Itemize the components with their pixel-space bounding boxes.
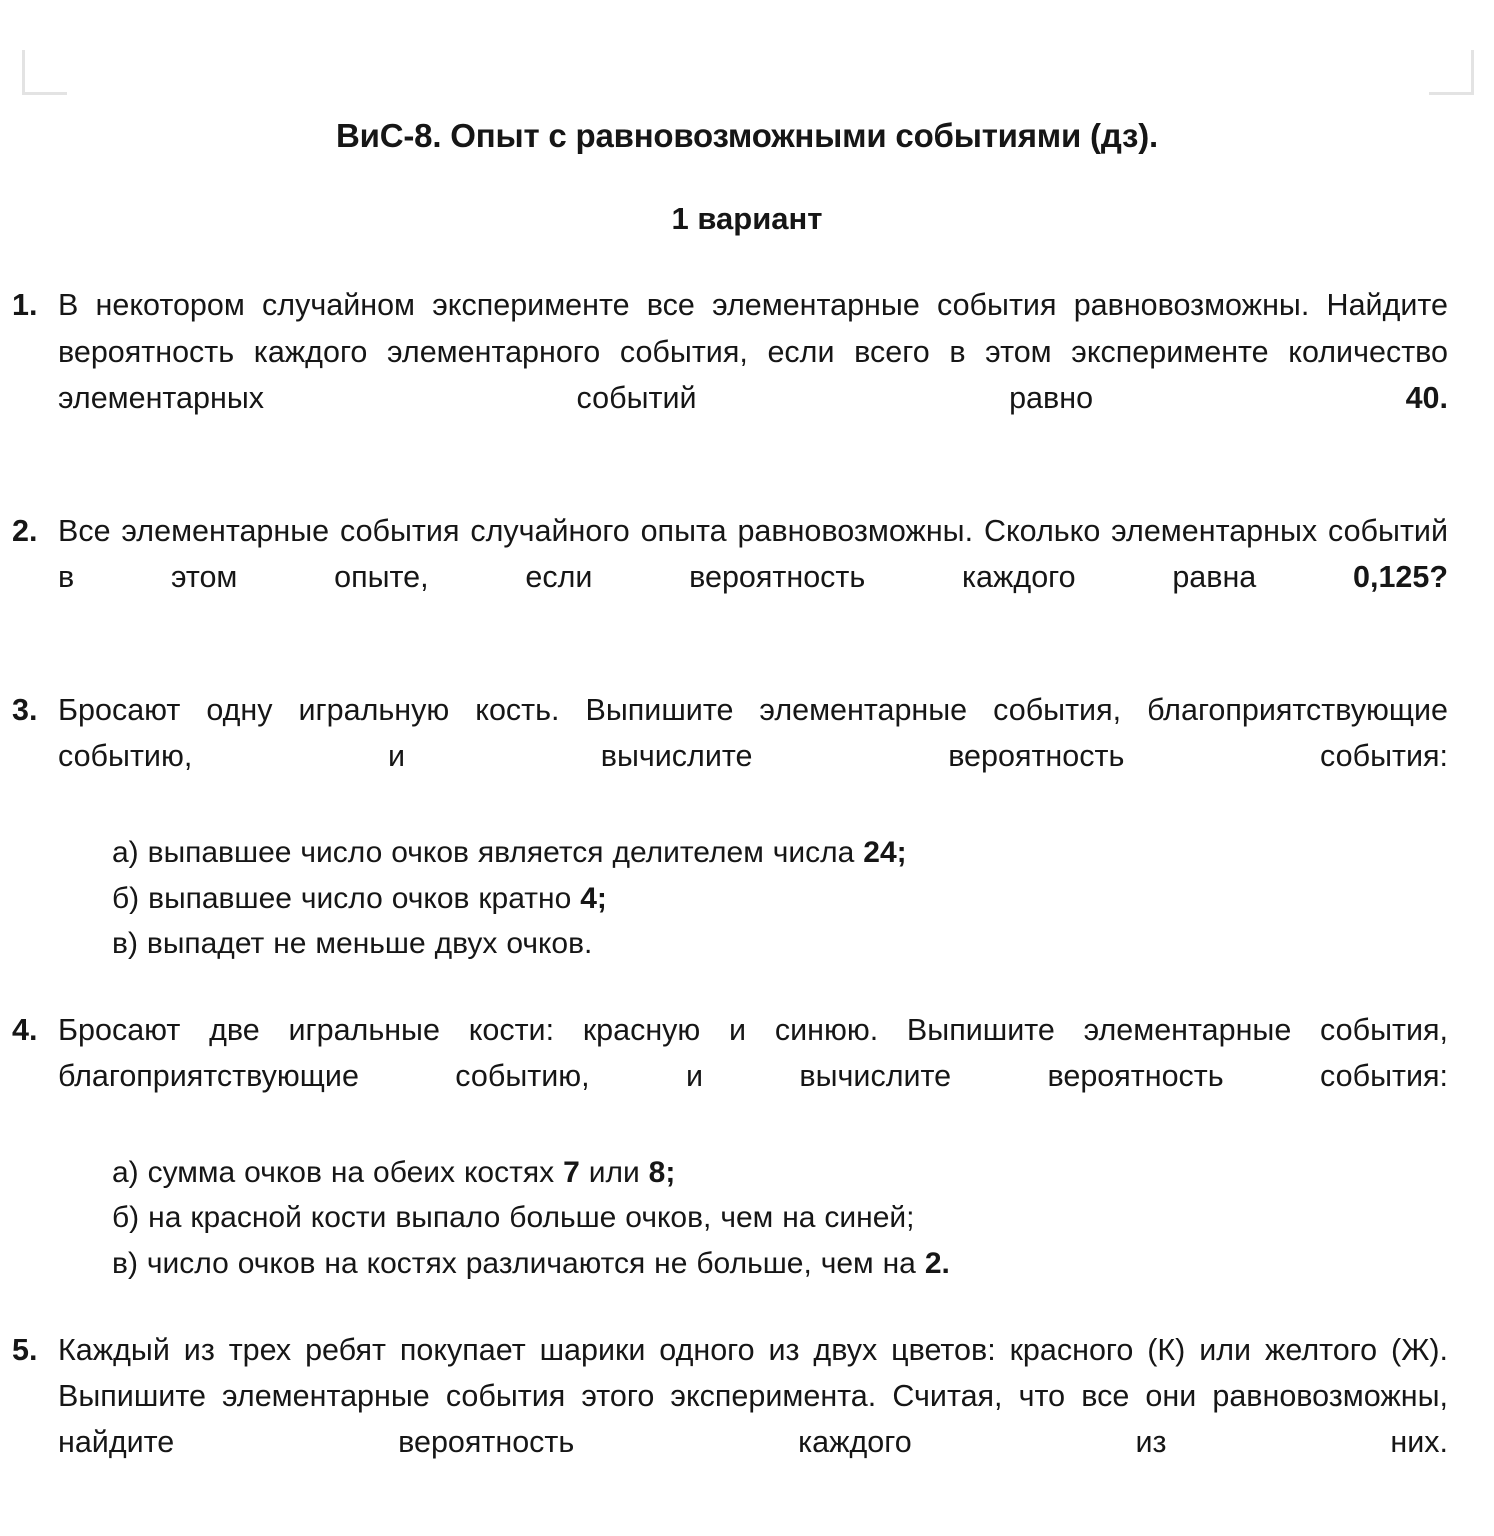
task-item [0, 282, 1494, 467]
task-subitem-list [58, 830, 1448, 967]
task-4-sub-2-text-0: на красной кости выпало больше очков, чем на синей; [139, 1201, 915, 1235]
task-text [58, 508, 1448, 647]
task-item [0, 508, 1494, 647]
subitem-label: а) [112, 1155, 139, 1189]
subitem-label: б) [112, 881, 140, 915]
task-2-emphasis-1: 0,125? [1353, 560, 1448, 595]
task-4-sub-1-text-2: или [579, 1155, 649, 1189]
subitem-label: а) [112, 835, 139, 869]
task-2-text-0: Все элементарные события случайного опыта равновозможны. Сколько элементарных событий в этом опыте, если вероятность каждого равна [58, 513, 1448, 595]
task-number: 5. [12, 1332, 38, 1367]
document-title: ВиС-8. Опыт с равновозможными событиями (дз). [336, 117, 1158, 154]
task-subitem [58, 830, 1448, 876]
task-5-text-0: Каждый из трех ребят покупает шарики одного из двух цветов: красного (К) или желтого (Ж). Выпишите элементарные события этого эксперимента. Считая, что все они равновозможны, найдите вероятность каждого из них. [58, 1332, 1448, 1460]
task-4-text-0: Бросают две игральные кости: красную и синюю. Выпишите элементарные события, благоприятствующие событию, и вычислите вероятность события: [58, 1012, 1448, 1094]
task-item [0, 1007, 1494, 1287]
task-4-sub-1-emphasis-1: 7 [563, 1155, 580, 1189]
task-subitem [58, 1150, 1448, 1196]
subitem-label: в) [112, 927, 138, 961]
task-1-text-0: В некотором случайном эксперименте все элементарные события равновозможны. Найдите вероятность каждого элементарного события, если всего в этом эксперименте количество элементарных событий равно [58, 288, 1448, 416]
task-4-sub-3-text-0: число очков на костях различаются не больше, чем на [137, 1247, 925, 1281]
task-number: 4. [12, 1012, 38, 1047]
task-3-sub-2-emphasis-1: 4; [580, 881, 607, 915]
task-subitem [58, 921, 1448, 967]
task-number: 3. [12, 692, 38, 727]
task-item [0, 687, 1494, 967]
subitem-label: б) [112, 1201, 140, 1235]
task-text [58, 1007, 1448, 1146]
task-number: 2. [12, 513, 38, 548]
task-4-sub-1-text-0: сумма очков на обеих костях [138, 1155, 564, 1189]
task-3-sub-2-text-0: выпавшее число очков кратно [139, 881, 581, 915]
task-subitem [58, 1241, 1448, 1287]
task-text [58, 687, 1448, 826]
task-text [58, 1327, 1448, 1512]
task-list [0, 282, 1494, 1512]
task-3-sub-1-emphasis-1: 24; [863, 835, 907, 869]
task-1-emphasis-1: 40. [1405, 381, 1448, 416]
task-subitem-list [58, 1150, 1448, 1287]
subitem-label: в) [112, 1247, 138, 1281]
task-4-sub-1-emphasis-3: 8; [648, 1155, 676, 1189]
document-subtitle: 1 вариант [671, 201, 823, 237]
task-subitem [58, 876, 1448, 922]
task-number: 1. [12, 288, 38, 323]
task-3-sub-1-text-0: выпавшее число очков является делителем числа [138, 835, 864, 869]
task-subitem [58, 1195, 1448, 1241]
task-3-text-0: Бросают одну игральную кость. Выпишите элементарные события, благоприятствующие событию, и вычислите вероятность события: [58, 692, 1448, 774]
task-4-sub-3-emphasis-1: 2. [924, 1247, 950, 1281]
task-text [58, 282, 1448, 467]
task-item [0, 1327, 1494, 1512]
task-3-sub-3-text-0: выпадет не меньше двух очков. [137, 927, 593, 961]
